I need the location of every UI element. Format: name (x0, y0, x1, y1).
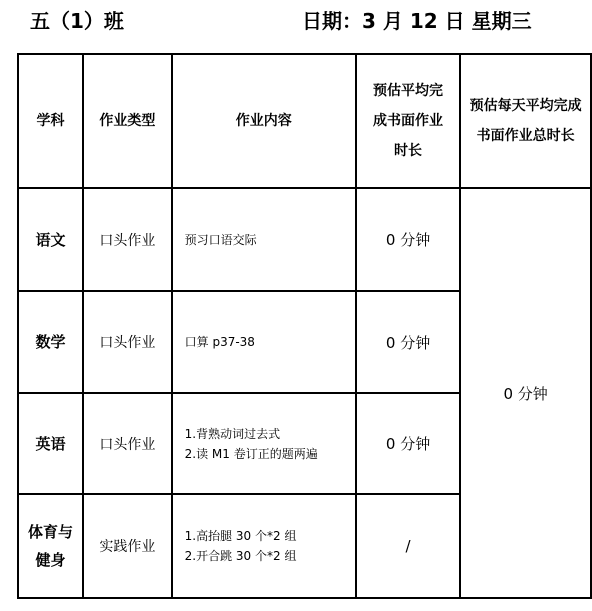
content-line: 1.高抬腿 30 个*2 组 (184, 529, 297, 543)
subject-line: 健身 (35, 551, 66, 569)
homework-content-cell (172, 188, 356, 291)
date-label: 日期：3 月 12 日 星期三 (302, 9, 532, 33)
table-header-row (18, 54, 591, 188)
subject-cell: 英语 (18, 393, 83, 494)
homework-type-cell: 口头作业 (83, 188, 172, 291)
header-total-duration-line: 书面作业总时长 (476, 128, 575, 144)
header-avg-duration (356, 54, 460, 188)
homework-type-cell: 口头作业 (83, 393, 172, 494)
homework-content-cell (172, 393, 356, 494)
content-line: 1.背熟动词过去式 (184, 426, 281, 441)
header-avg-duration-line: 预估平均完 (373, 83, 444, 99)
header-avg-duration-line: 成书面作业 (373, 113, 444, 129)
homework-content-cell (172, 494, 356, 598)
homework-content-cell (172, 291, 356, 393)
header-total-duration (460, 54, 591, 188)
content-line: 预习口语交际 (184, 232, 257, 247)
duration-cell: 0 分钟 (356, 291, 460, 393)
homework-type-cell: 实践作业 (83, 494, 172, 598)
header-avg-duration-line: 时长 (394, 143, 423, 159)
header-total-duration-line: 预估每天平均完成 (469, 98, 582, 114)
subject-line: 体育与 (28, 523, 74, 541)
subject-cell (18, 494, 83, 598)
total-duration-cell: 0 分钟 (460, 188, 591, 598)
homework-type-cell: 口头作业 (83, 291, 172, 393)
header-homework-content: 作业内容 (172, 54, 356, 188)
header-homework-type: 作业类型 (83, 54, 172, 188)
duration-cell: 0 分钟 (356, 188, 460, 291)
subject-cell: 语文 (18, 188, 83, 291)
duration-cell: / (356, 494, 460, 598)
table-row (18, 188, 591, 291)
content-line: 2.读 M1 卷订正的题两遍 (184, 446, 318, 461)
subject-cell: 数学 (18, 291, 83, 393)
duration-cell: 0 分钟 (356, 393, 460, 494)
content-line: 2.开合跳 30 个*2 组 (184, 549, 297, 563)
homework-table (17, 53, 592, 599)
header-subject: 学科 (18, 54, 83, 188)
content-line: 口算 p37-38 (184, 335, 255, 349)
class-title: 五（1）班 (30, 9, 124, 33)
